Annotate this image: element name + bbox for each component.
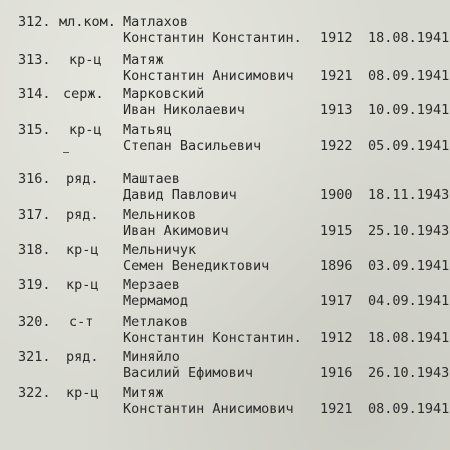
entry-surname: Матлахов bbox=[123, 14, 189, 30]
entry-date: 08.09.1941 bbox=[368, 401, 450, 417]
entry-birth-year: 1921 bbox=[320, 68, 353, 84]
entry-number: 318. bbox=[18, 242, 51, 258]
list-entry bbox=[0, 242, 450, 282]
entry-birth-year: 1915 bbox=[320, 223, 353, 239]
entry-rank: мл.ком. bbox=[59, 14, 116, 30]
entry-birth-year: 1913 bbox=[320, 102, 353, 118]
entry-surname: Миняйло bbox=[123, 349, 180, 365]
entry-surname: Мельников bbox=[123, 207, 197, 223]
entry-date: 18.11.1943 bbox=[368, 187, 450, 203]
entry-surname: Метлаков bbox=[123, 314, 189, 330]
entry-given-names: Константин Анисимович bbox=[123, 68, 294, 84]
entry-number: 322. bbox=[18, 385, 51, 401]
entry-given-names: Константин Константин. bbox=[123, 330, 302, 346]
entry-date: 10.09.1941 bbox=[368, 102, 450, 118]
entry-rank: кр-ц bbox=[69, 122, 102, 138]
entry-number: 321. bbox=[18, 349, 51, 365]
entry-birth-year: 1912 bbox=[320, 30, 353, 46]
entry-rank: с-т bbox=[69, 314, 94, 330]
list-entry bbox=[0, 349, 450, 389]
entry-number: 315. bbox=[18, 122, 51, 138]
entry-surname: Митяж bbox=[123, 385, 164, 401]
entry-birth-year: 1896 bbox=[320, 258, 353, 274]
list-entry bbox=[0, 86, 450, 126]
entry-birth-year: 1900 bbox=[320, 187, 353, 203]
entry-given-names: Давид Павлович bbox=[123, 187, 237, 203]
entry-rank: кр-ц bbox=[66, 385, 99, 401]
entry-number: 316. bbox=[18, 171, 51, 187]
entry-given-names: Иван Николаевич bbox=[123, 102, 245, 118]
entry-surname: Мельничук bbox=[123, 242, 197, 258]
entry-given-names: Василий Ефимович bbox=[123, 365, 254, 381]
entry-date: 03.09.1941 bbox=[368, 258, 450, 274]
entry-birth-year: 1917 bbox=[320, 293, 353, 309]
entry-number: 320. bbox=[18, 314, 51, 330]
list-entry bbox=[0, 14, 450, 54]
list-entry bbox=[0, 277, 450, 317]
entry-rank: ряд. bbox=[66, 207, 99, 223]
entry-surname: Матяж bbox=[123, 52, 164, 68]
entry-number: 313. bbox=[18, 52, 51, 68]
list-entry bbox=[0, 207, 450, 247]
entry-rank: серж. bbox=[63, 86, 104, 102]
entry-birth-year: 1912 bbox=[320, 330, 353, 346]
entry-given-names: Константин Константин. bbox=[123, 30, 302, 46]
entry-rank: кр-ц bbox=[66, 277, 99, 293]
entry-number: 319. bbox=[18, 277, 51, 293]
entry-given-names: Иван Акимович bbox=[123, 223, 229, 239]
entry-surname: Мерзаев bbox=[123, 277, 180, 293]
list-entry bbox=[0, 171, 450, 211]
list-entry bbox=[0, 385, 450, 425]
entry-date: 26.10.1943 bbox=[368, 365, 450, 381]
entry-surname: Матьяц bbox=[123, 122, 172, 138]
stray-pen-mark bbox=[63, 152, 69, 153]
entry-given-names: Константин Анисимович bbox=[123, 401, 294, 417]
entry-rank: ряд. bbox=[66, 349, 99, 365]
entry-birth-year: 1922 bbox=[320, 138, 353, 154]
entry-date: 08.09.1941 bbox=[368, 68, 450, 84]
entry-given-names: Степан Васильевич bbox=[123, 138, 262, 154]
entry-date: 18.08.1941 bbox=[368, 330, 450, 346]
entry-date: 05.09.1941 bbox=[368, 138, 450, 154]
list-entry bbox=[0, 314, 450, 354]
entry-date: 25.10.1943 bbox=[368, 223, 450, 239]
entry-number: 312. bbox=[18, 14, 51, 30]
entry-given-names: Семен Венедиктович bbox=[123, 258, 270, 274]
entry-number: 317. bbox=[18, 207, 51, 223]
entry-given-names: Мермамод bbox=[123, 293, 189, 309]
entry-date: 04.09.1941 bbox=[368, 293, 450, 309]
entry-date: 18.08.1941 bbox=[368, 30, 450, 46]
entry-surname: Маштаев bbox=[123, 171, 180, 187]
entry-birth-year: 1921 bbox=[320, 401, 353, 417]
entry-rank: ряд. bbox=[66, 171, 99, 187]
entry-surname: Марковский bbox=[123, 86, 205, 102]
entry-number: 314. bbox=[18, 86, 51, 102]
entry-rank: кр-ц bbox=[66, 242, 99, 258]
list-entry bbox=[0, 122, 450, 162]
entry-rank: кр-ц bbox=[69, 52, 102, 68]
entry-birth-year: 1916 bbox=[320, 365, 353, 381]
